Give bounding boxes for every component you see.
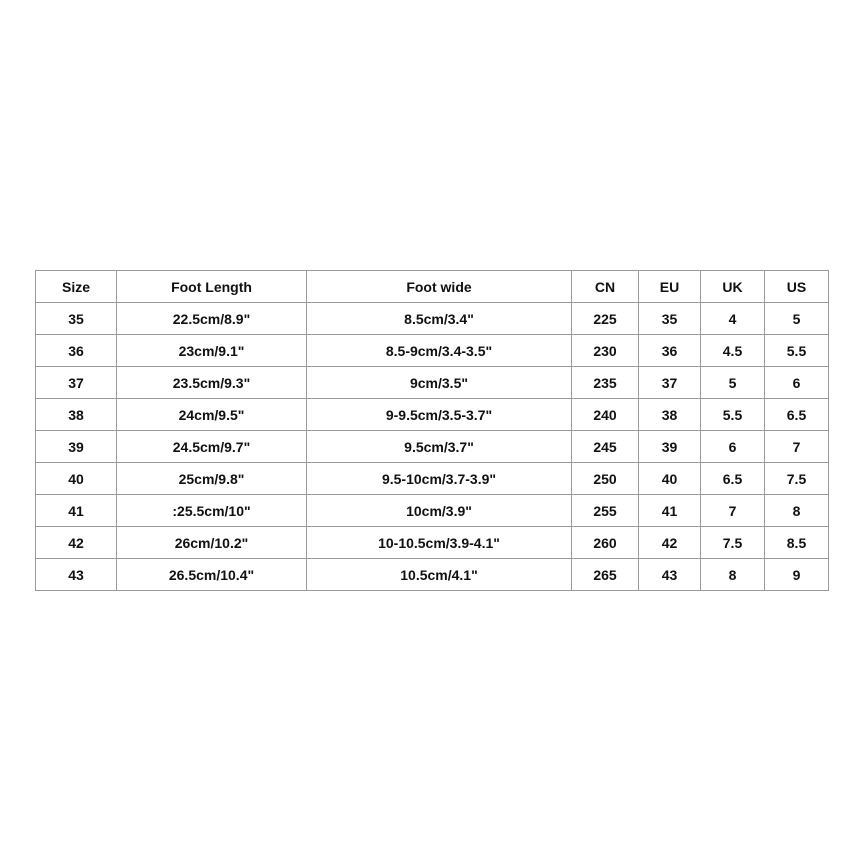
cell-size: 40 [36,463,117,495]
cell-foot-wide: 9cm/3.5" [307,367,572,399]
size-chart-table [35,270,829,591]
cell-size: 39 [36,431,117,463]
cell-us: 7.5 [765,463,829,495]
cell-eu: 39 [639,431,701,463]
cell-foot-wide: 10cm/3.9" [307,495,572,527]
cell-us: 6.5 [765,399,829,431]
cell-us: 5 [765,303,829,335]
cell-cn: 250 [572,463,639,495]
cell-size: 35 [36,303,117,335]
cell-eu: 41 [639,495,701,527]
table-row [36,527,829,559]
cell-eu: 38 [639,399,701,431]
cell-eu: 35 [639,303,701,335]
header-size: Size [36,271,117,303]
header-foot-length: Foot Length [117,271,307,303]
cell-foot-length: 26cm/10.2" [117,527,307,559]
cell-foot-wide: 10.5cm/4.1" [307,559,572,591]
header-foot-wide: Foot wide [307,271,572,303]
header-uk: UK [701,271,765,303]
cell-foot-length: 23.5cm/9.3" [117,367,307,399]
table-row [36,559,829,591]
cell-uk: 7.5 [701,527,765,559]
cell-cn: 260 [572,527,639,559]
cell-uk: 8 [701,559,765,591]
cell-foot-wide: 9.5-10cm/3.7-3.9" [307,463,572,495]
header-row [36,271,829,303]
table-body [36,303,829,591]
cell-foot-length: 26.5cm/10.4" [117,559,307,591]
cell-foot-wide: 8.5-9cm/3.4-3.5" [307,335,572,367]
cell-cn: 230 [572,335,639,367]
header-eu: EU [639,271,701,303]
cell-foot-wide: 8.5cm/3.4" [307,303,572,335]
cell-foot-wide: 10-10.5cm/3.9-4.1" [307,527,572,559]
header-cn: CN [572,271,639,303]
cell-us: 9 [765,559,829,591]
cell-us: 8.5 [765,527,829,559]
cell-us: 5.5 [765,335,829,367]
cell-size: 43 [36,559,117,591]
cell-size: 42 [36,527,117,559]
cell-cn: 225 [572,303,639,335]
cell-foot-length: :25.5cm/10" [117,495,307,527]
header-us: US [765,271,829,303]
cell-foot-wide: 9.5cm/3.7" [307,431,572,463]
cell-uk: 5.5 [701,399,765,431]
cell-eu: 43 [639,559,701,591]
cell-uk: 4 [701,303,765,335]
table-row [36,495,829,527]
cell-cn: 255 [572,495,639,527]
cell-us: 8 [765,495,829,527]
cell-us: 6 [765,367,829,399]
cell-cn: 265 [572,559,639,591]
cell-eu: 37 [639,367,701,399]
table-row [36,463,829,495]
table-header [36,271,829,303]
cell-foot-length: 24.5cm/9.7" [117,431,307,463]
cell-uk: 4.5 [701,335,765,367]
cell-eu: 42 [639,527,701,559]
cell-cn: 245 [572,431,639,463]
cell-size: 37 [36,367,117,399]
cell-foot-length: 22.5cm/8.9" [117,303,307,335]
cell-foot-length: 24cm/9.5" [117,399,307,431]
table-row [36,431,829,463]
cell-us: 7 [765,431,829,463]
cell-foot-wide: 9-9.5cm/3.5-3.7" [307,399,572,431]
table-row [36,399,829,431]
table-row [36,303,829,335]
cell-size: 36 [36,335,117,367]
table-row [36,367,829,399]
cell-uk: 5 [701,367,765,399]
cell-foot-length: 25cm/9.8" [117,463,307,495]
cell-uk: 7 [701,495,765,527]
cell-size: 41 [36,495,117,527]
cell-cn: 240 [572,399,639,431]
cell-size: 38 [36,399,117,431]
table-row [36,335,829,367]
cell-uk: 6.5 [701,463,765,495]
cell-foot-length: 23cm/9.1" [117,335,307,367]
cell-eu: 40 [639,463,701,495]
cell-eu: 36 [639,335,701,367]
cell-cn: 235 [572,367,639,399]
cell-uk: 6 [701,431,765,463]
